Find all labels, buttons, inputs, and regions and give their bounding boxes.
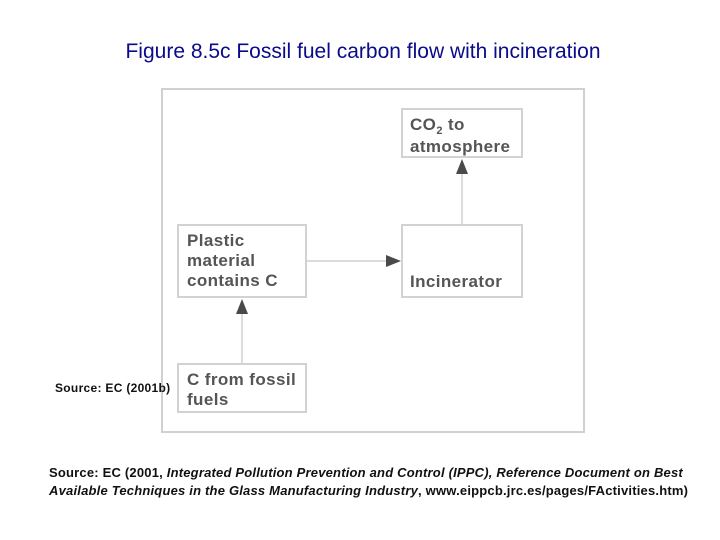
node-c-from-fossil-fuels	[177, 363, 307, 413]
source-citation	[49, 464, 709, 500]
source-suffix: , www.eippcb.jrc.es/pages/FActivities.htm)	[418, 483, 689, 498]
source-document-title: Integrated Pollution Prevention and Control (IPPC), Reference Document on Best Available Techniques in the Glass Manufacturing Industry	[49, 465, 683, 498]
node-fossil-line2: fuels	[187, 390, 229, 409]
node-co2-to-atmosphere	[401, 108, 523, 158]
arrowhead-plastic	[236, 299, 248, 314]
node-plastic-line1: Plastic	[187, 231, 245, 250]
figure-title: Figure 8.5c Fossil fuel carbon flow with incineration	[125, 40, 601, 63]
node-fossil-line1: C from fossil	[187, 370, 297, 389]
arrowhead-co2	[456, 159, 468, 174]
node-incinerator-label: Incinerator	[410, 272, 503, 291]
source-prefix: Source: EC (2001,	[49, 465, 167, 480]
node-plastic-line3: contains C	[187, 271, 278, 290]
node-plastic-line2: material	[187, 251, 256, 270]
node-incinerator	[401, 224, 523, 298]
node-co2-line2: atmosphere	[410, 137, 511, 156]
node-plastic-material	[177, 224, 307, 298]
subscript-2: 2	[436, 125, 443, 137]
inline-source-label: Source: EC (2001b)	[55, 381, 171, 395]
node-co2-line1: $CO_2$ to	[410, 115, 465, 137]
arrowhead-incinerator	[386, 255, 401, 267]
